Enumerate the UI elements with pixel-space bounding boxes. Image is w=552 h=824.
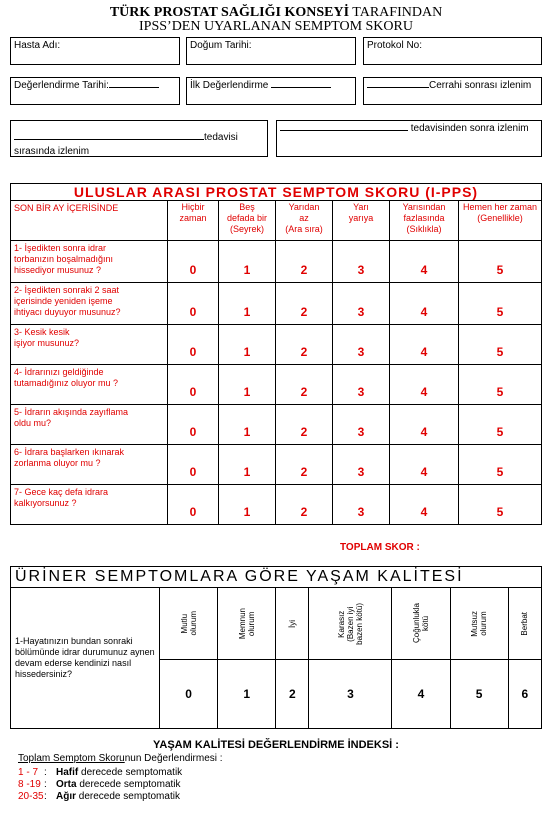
severity-sep: : — [44, 767, 47, 778]
score-option[interactable]: 1 — [219, 325, 276, 365]
post-surgery-line — [367, 87, 429, 88]
qol-score-option[interactable]: 0 — [160, 660, 218, 729]
score-option[interactable]: 2 — [276, 365, 333, 405]
col-header-3: Yarı yarıya — [333, 201, 390, 241]
patient-name-label: Hasta Adı: — [14, 40, 61, 51]
score-option[interactable]: 1 — [219, 283, 276, 325]
eval-heading-underlined: Toplam Semptom Skoru — [18, 753, 125, 764]
ipss-question-row — [11, 365, 542, 405]
score-option[interactable]: 2 — [276, 241, 333, 283]
score-option[interactable]: 5 — [459, 283, 542, 325]
qol-option-label: Berbat — [508, 588, 541, 660]
eval-date-field[interactable] — [10, 77, 180, 105]
score-option[interactable]: 4 — [390, 241, 459, 283]
after-treatment-line — [280, 130, 408, 131]
after-treatment-field[interactable] — [276, 120, 542, 157]
score-option[interactable]: 2 — [276, 405, 333, 445]
col-header-0: Hiçbir zaman — [168, 201, 219, 241]
score-option[interactable]: 4 — [390, 325, 459, 365]
score-option[interactable]: 4 — [390, 485, 459, 525]
severity-rest: derecede semptomatik — [78, 767, 183, 778]
ipss-question-row — [11, 325, 542, 365]
score-option[interactable]: 0 — [168, 365, 219, 405]
question-text: 6- İdrara başlarken ıkınarak zorlanma oluyor mu ? — [11, 445, 168, 485]
score-option[interactable]: 5 — [459, 405, 542, 445]
qol-table — [10, 566, 542, 729]
qol-score-option[interactable]: 1 — [218, 660, 276, 729]
score-option[interactable]: 1 — [219, 485, 276, 525]
score-option[interactable]: 3 — [333, 485, 390, 525]
qol-option-label: Çoğunlukla kötü — [392, 588, 450, 660]
form-title — [0, 6, 552, 20]
qol-option-label: Mutsuz olurum — [450, 588, 508, 660]
score-option[interactable]: 2 — [276, 325, 333, 365]
severity-level — [18, 779, 181, 790]
form-subtitle: IPSS’DEN UYARLANAN SEMPTOM SKORU — [139, 19, 413, 34]
qol-title: ÜRİNER SEMPTOMLARA GÖRE YAŞAM KALİTESİ — [11, 567, 542, 588]
question-text: 1- İşedikten sonra idrar torbanızın boşalmadığını hissediyor musunuz ? — [11, 241, 168, 283]
total-score-label: TOPLAM SKOR : — [340, 542, 420, 553]
qol-score-option[interactable]: 3 — [309, 660, 392, 729]
score-option[interactable]: 3 — [333, 241, 390, 283]
eval-date-label: Değerlendirme Tarihi: — [14, 80, 109, 91]
col-header-4: Yarısından fazlasında (Sıklıkla) — [390, 201, 459, 241]
post-surgery-label: Cerrahi sonrası izlenim — [429, 80, 532, 91]
qol-option-label: Mutlu olurum — [160, 588, 218, 660]
qol-option-label: İyi — [276, 588, 309, 660]
score-option[interactable]: 3 — [333, 325, 390, 365]
score-option[interactable]: 3 — [333, 405, 390, 445]
patient-name-field[interactable] — [10, 37, 180, 65]
score-option[interactable]: 1 — [219, 445, 276, 485]
qol-score-option[interactable]: 6 — [508, 660, 541, 729]
score-option[interactable]: 0 — [168, 445, 219, 485]
ipss-table — [10, 183, 542, 525]
question-text: 7- Gece kaç defa idrara kalkıyorsunuz ? — [11, 485, 168, 525]
birth-date-field[interactable] — [186, 37, 356, 65]
first-eval-field[interactable] — [186, 77, 356, 105]
ipss-body — [11, 241, 542, 525]
qol-score-option[interactable]: 4 — [392, 660, 450, 729]
score-option[interactable]: 0 — [168, 405, 219, 445]
severity-range: 20-35 — [18, 791, 44, 802]
severity-range: 1 - 7 — [18, 767, 39, 778]
during-treatment-line — [14, 139, 204, 140]
post-surgery-field[interactable] — [363, 77, 542, 105]
during-treatment-suffix: tedavisi — [204, 132, 238, 143]
score-option[interactable]: 3 — [333, 283, 390, 325]
eval-heading-rest: nun Değerlendirmesi : — [124, 753, 223, 764]
eval-heading — [18, 753, 223, 764]
score-option[interactable]: 4 — [390, 445, 459, 485]
col-header-2: Yarıdan az (Ara sıra) — [276, 201, 333, 241]
title-bold: TÜRK PROSTAT SAĞLIĞI KONSEYİ — [109, 5, 350, 20]
ipss-question-row — [11, 445, 542, 485]
score-option[interactable]: 5 — [459, 485, 542, 525]
score-option[interactable]: 3 — [333, 445, 390, 485]
qol-question: 1-Hayatınızın bundan sonraki bölümünde idrar durumunuz aynen devam ederse kendinizi nasıl hissedersiniz? — [11, 588, 160, 729]
score-option[interactable]: 5 — [459, 445, 542, 485]
score-option[interactable]: 5 — [459, 241, 542, 283]
severity-level — [18, 767, 182, 778]
severity-word: Ağır — [56, 791, 76, 802]
severity-level — [18, 791, 180, 802]
severity-sep: : — [44, 791, 47, 802]
score-option[interactable]: 4 — [390, 365, 459, 405]
score-option[interactable]: 5 — [459, 325, 542, 365]
question-text: 2- İşedikten sonraki 2 saat içerisinde yeniden işeme ihtiyacı duyuyor musunuz? — [11, 283, 168, 325]
index-title: YAŞAM KALİTESİ DEĞERLENDİRME İNDEKSİ : — [153, 739, 399, 751]
score-option[interactable]: 1 — [219, 241, 276, 283]
title-rest: TARAFINDAN — [349, 5, 443, 20]
ipss-question-row — [11, 485, 542, 525]
qol-option-label: Karasız (Bazen iyi bazen kötü) — [309, 588, 392, 660]
ipss-row-header: SON BİR AY İÇERİSİNDE — [11, 201, 168, 241]
score-option[interactable]: 2 — [276, 283, 333, 325]
eval-date-line — [109, 87, 159, 88]
ipss-title: ULUSLAR ARASI PROSTAT SEMPTOM SKORU (I-PPS) — [11, 184, 542, 201]
score-option[interactable]: 0 — [168, 325, 219, 365]
first-eval-label: İlk Değerlendirme — [190, 80, 269, 91]
severity-sep: : — [44, 779, 47, 790]
score-option[interactable]: 3 — [333, 365, 390, 405]
protocol-no-label: Protokol No: — [367, 40, 423, 51]
severity-rest: derecede semptomatik — [76, 779, 181, 790]
score-option[interactable]: 4 — [390, 283, 459, 325]
score-option[interactable]: 2 — [276, 445, 333, 485]
question-text: 5- İdrarın akışında zayıflama oldu mu? — [11, 405, 168, 445]
col-header-1: Beş defada bir (Seyrek) — [219, 201, 276, 241]
score-option[interactable]: 4 — [390, 405, 459, 445]
score-option[interactable]: 2 — [276, 485, 333, 525]
severity-range: 8 -19 — [18, 779, 41, 790]
score-option[interactable]: 0 — [168, 485, 219, 525]
ipss-question-row — [11, 405, 542, 445]
score-option[interactable]: 0 — [168, 241, 219, 283]
col-header-5: Hemen her zaman (Genellikle) — [459, 201, 542, 241]
severity-word: Hafif — [56, 767, 79, 778]
first-eval-line — [271, 87, 331, 88]
question-text: 4- İdrarınızı geldiğinde tutamadığınız oluyor mu ? — [11, 365, 168, 405]
protocol-no-field[interactable] — [363, 37, 542, 65]
ipss-question-row — [11, 241, 542, 283]
question-text: 3- Kesik kesik işiyor musunuz? — [11, 325, 168, 365]
score-option[interactable]: 0 — [168, 283, 219, 325]
qol-score-option[interactable]: 5 — [450, 660, 508, 729]
score-option[interactable]: 5 — [459, 365, 542, 405]
after-treatment-suffix: tedavisinden sonra izlenim — [410, 123, 529, 134]
birth-date-label: Doğum Tarihi: — [190, 40, 252, 51]
severity-word: Orta — [56, 779, 77, 790]
ipss-question-row — [11, 283, 542, 325]
during-treatment-field[interactable] — [10, 120, 268, 157]
qol-option-label: Memnun olurum — [218, 588, 276, 660]
score-option[interactable]: 1 — [219, 365, 276, 405]
qol-score-option[interactable]: 2 — [276, 660, 309, 729]
score-option[interactable]: 1 — [219, 405, 276, 445]
during-treatment-line2: sırasında izlenim — [14, 146, 90, 157]
severity-rest: derecede semptomatik — [76, 791, 180, 802]
